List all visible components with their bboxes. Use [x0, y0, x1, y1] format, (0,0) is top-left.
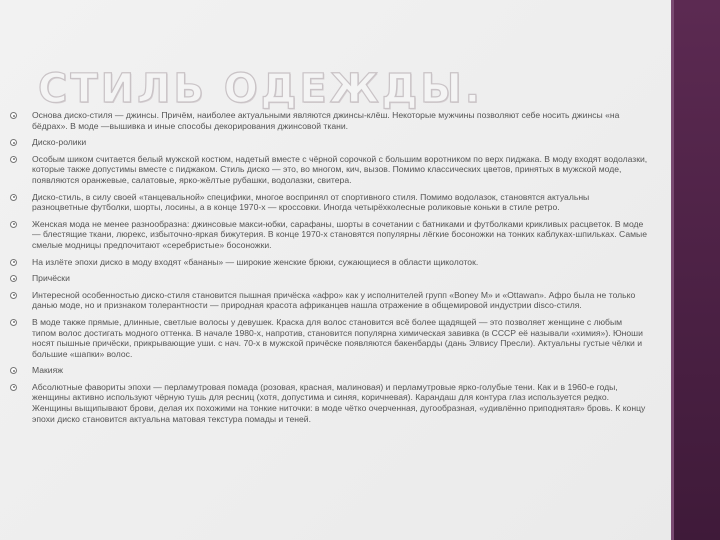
bullet-icon [10, 194, 17, 201]
list-item-text: Основа диско-стиля — джинсы. Причём, наиболее актуальными являются джинсы-клёш. Некоторые мужчины позволяют себе носить джинсы «на бёдрах». В моде —вышивка и иные способы декорирования джинсовой ткани. [32, 110, 620, 131]
slide-title: СТИЛЬ ОДЕЖДЫ. [38, 66, 483, 112]
bullet-icon [10, 112, 17, 119]
list-item-text: Диско-стиль, в силу своей «танцевальной» специфики, многое воспринял от спортивного стиля. Помимо водолазок, становятся актуальны разноцветные футболки, шорты, лосины, а в конце 1970-х — кроссовки. Иногда четырёхколесные роликовые коньки в стиле ретро. [32, 191, 590, 213]
list-item-text: Женская мода не менее разнообразна: джинсовые макси-юбки, сарафаны, шорты в сочетании с батниками и футболками крикливых расцветок. В моде — блестящие ткани, люрекс, избыточно-яркая бижутерия. В конце 1970-х становятся популярны лёгкие босоножки на тонких каблуках-шпильках. Самые смелые модницы предпочитают «серебристые» босоножки. [32, 218, 647, 250]
bullet-icon [10, 221, 17, 228]
bullet-icon [10, 156, 17, 163]
list-item-text: Абсолютные фавориты эпохи — перламутровая помада (розовая, красная, малиновая) и перламутровые ярко-голубые тени. Как и в 1960-е годы, женщины активно используют чёрную тушь для ресниц (хотя, допустима и синяя, коричневая). Карандаш для контура глаз используется редко. Женщины выщипывают брови, делая их похожими на тонкие ниточки: в моде чётко очерченная, дугообразная, «удивлённо приподнятая» бровь. К концу эпохи диско становится актуальна матовая текстура помады и теней. [32, 381, 646, 424]
list-item [8, 192, 648, 213]
bullet-icon [10, 139, 17, 146]
list-item-text: Диско-ролики [32, 137, 87, 148]
decorative-side-band [674, 0, 720, 540]
list-item [8, 382, 648, 424]
list-item [8, 290, 648, 311]
list-item [8, 154, 648, 186]
bullet-icon [10, 367, 17, 374]
list-item-text: Особым шиком считается белый мужской костюм, надетый вместе с чёрной сорочкой с большим воротником по верх пиджака. В моду входят водолазки, которые также допустимы вместе с пиджаком. Стиль диско — это, во многом, кич, вызов. Помимо классических цветов, принятых в мужской моде, появляются оранжевые, салатовые, ярко-жёлтые рубашки, водолазки, свитера. [32, 153, 648, 185]
list-item [8, 137, 648, 148]
bullet-icon [10, 292, 17, 299]
bullet-icon [10, 319, 17, 326]
list-item-text: Интересной особенностью диско-стиля становится пышная причёска «афро» как у исполнителей групп «Boney M» и «Ottawan». Афро была не только данью моде, но и признаком толерантности — природная красота африканцев нашла отражение в общемировой индустрии disco-стиля. [32, 289, 636, 311]
list-item-text: На излёте эпохи диско в моду входят «бананы» — широкие женские брюки, сужающиеся в области щиколоток. [32, 256, 479, 267]
list-item [8, 365, 648, 376]
list-item [8, 219, 648, 251]
list-item-text: Макияж [32, 365, 63, 376]
list-item [8, 257, 648, 268]
list-item [8, 110, 648, 131]
bullet-icon [10, 259, 17, 266]
bullet-icon [10, 384, 17, 391]
list-item [8, 317, 648, 359]
list-item [8, 273, 648, 284]
list-item-text: В моде также прямые, длинные, светлые волосы у девушек. Краска для волос становится всё более щадящей — это позволяет женщине с любым типом волос достигать модного оттенка. В начале 1980-х, напротив, становится популярна химическая завивка (в СССР её называли «химия»). Юноши носят пышные причёски, прикрывающие уши. с нач. 70-х в мужской причёске появляются бакенбарды (дань Элвису Пресли). Актуальны густые чёлки и большие «шапки» волос. [32, 316, 643, 359]
bullet-icon [10, 275, 17, 282]
bullet-list [8, 110, 648, 430]
list-item-text: Причёски [32, 273, 70, 284]
